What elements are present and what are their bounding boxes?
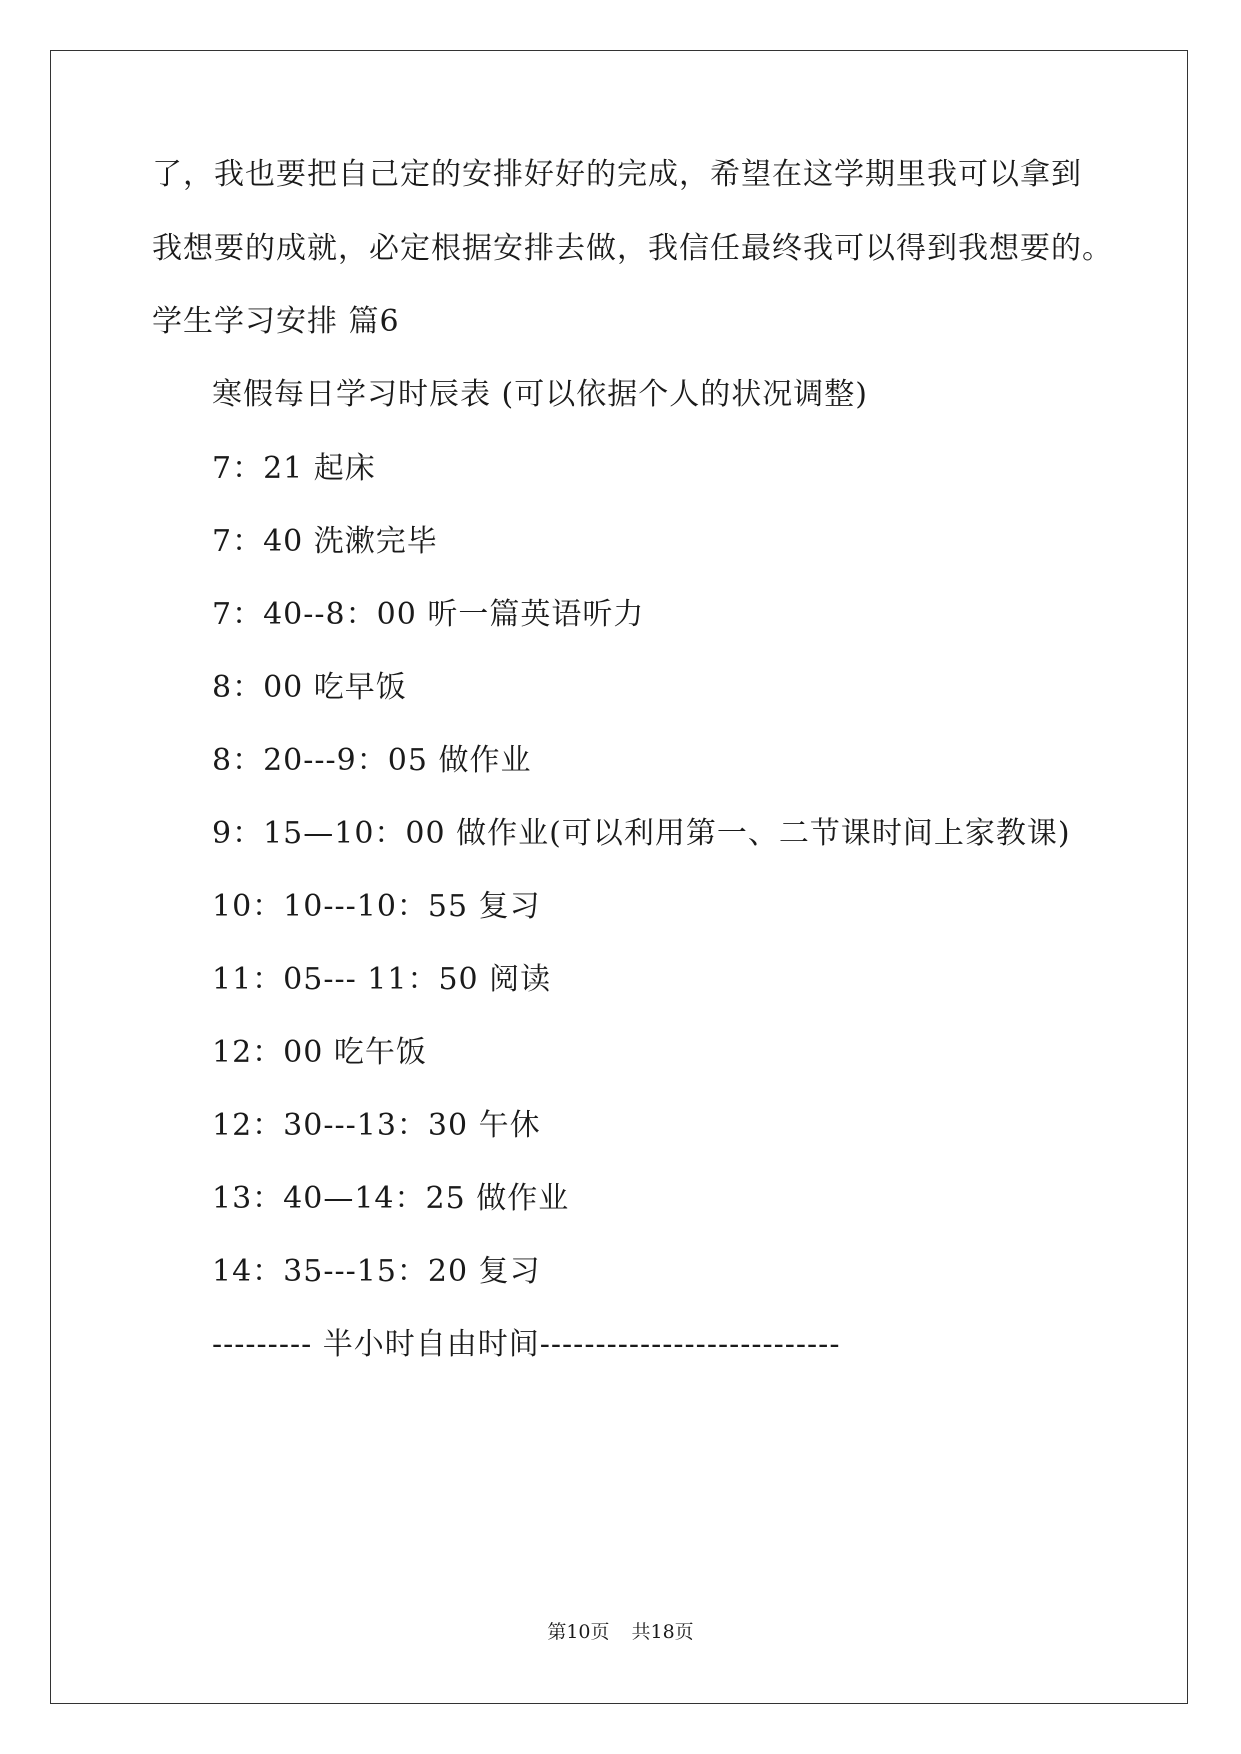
schedule-item: 14：35---15：20 复习 bbox=[212, 1254, 541, 1289]
schedule-item: 13：40—14：25 做作业 bbox=[212, 1181, 570, 1216]
schedule-item: 8：00 吃早饭 bbox=[212, 670, 407, 705]
page-footer bbox=[0, 1620, 1241, 1644]
schedule-item: 7：40 洗漱完毕 bbox=[212, 524, 438, 559]
schedule-item: 7：40--8：00 听一篇英语听力 bbox=[212, 597, 645, 632]
page-number: 第10页 bbox=[547, 1621, 610, 1643]
section-title: 学生学习安排 篇6 bbox=[152, 304, 400, 339]
schedule-item: 9：15—10：00 做作业(可以利用第一、二节课时间上家教课) bbox=[212, 816, 1071, 851]
schedule-item: 12：00 吃午饭 bbox=[212, 1035, 427, 1070]
schedule-item: 11：05--- 11：50 阅读 bbox=[212, 962, 552, 997]
schedule-item: 7：21 起床 bbox=[212, 451, 376, 486]
page-total: 共18页 bbox=[631, 1621, 694, 1643]
schedule-item: 8：20---9：05 做作业 bbox=[212, 743, 532, 778]
paragraph-line-1: 了，我也要把自己定的安排好好的完成，希望在这学期里我可以拿到 bbox=[152, 157, 1082, 192]
page-border bbox=[50, 50, 1188, 1704]
schedule-item: 12：30---13：30 午休 bbox=[212, 1108, 541, 1143]
free-time-divider: --------- 半小时自由时间--------------------------- bbox=[212, 1327, 841, 1362]
schedule-item: 10：10---10：55 复习 bbox=[212, 889, 541, 924]
schedule-intro: 寒假每日学习时辰表 (可以依据个人的状况调整) bbox=[212, 377, 868, 412]
paragraph-line-2: 我想要的成就，必定根据安排去做，我信任最终我可以得到我想要的。 bbox=[152, 231, 1113, 266]
